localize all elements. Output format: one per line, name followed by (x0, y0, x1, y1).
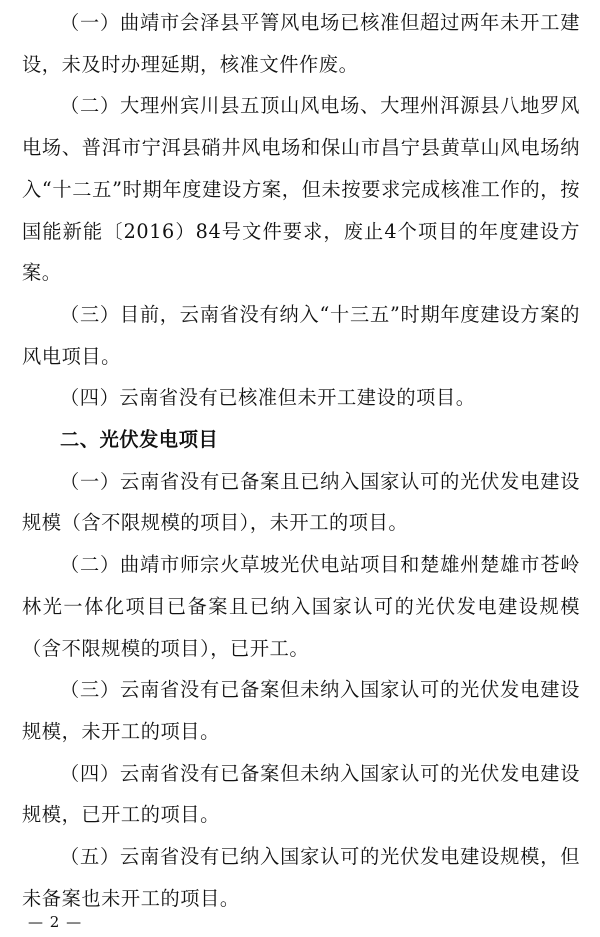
paragraph-solar-1: （一）云南省没有已备案且已纳入国家认可的光伏发电建设规模（含不限规模的项目），未开工的项目。 (22, 469, 580, 535)
paragraph-wind-4: （四）云南省没有已核准但未开工建设的项目。 (60, 386, 476, 410)
paragraph-solar-5: （五）云南省没有已纳入国家认可的光伏发电建设规模，但未备案也未开工的项目。 (22, 845, 580, 910)
paragraph-wind-3: （三）目前，云南省没有纳入“十三五”时期年度建设方案的风电项目。 (22, 302, 580, 368)
paragraph-solar-3: （三）云南省没有已备案但未纳入国家认可的光伏发电建设规模，未开工的项目。 (22, 678, 580, 743)
paragraph-solar-2: （二）曲靖市师宗火草坡光伏电站项目和楚雄州楚雄市苍岭林光一体化项目已备案且已纳入国家认可的光伏发电建设规模（含不限规模的项目），已开工。 (22, 553, 580, 660)
document-body (22, 2, 580, 919)
paragraph-solar-4: （四）云南省没有已备案但未纳入国家认可的光伏发电建设规模，已开工的项目。 (22, 761, 580, 827)
section-heading-solar: 二、光伏发电项目 (60, 428, 219, 452)
page-number: — 2 — (28, 913, 83, 931)
paragraph-wind-1: （一）曲靖市会泽县平箐风电场已核准但超过两年未开工建设，未及时办理延期，核准文件作废。 (22, 11, 580, 76)
paragraph-wind-2: （二）大理州宾川县五顶山风电场、大理州洱源县八地罗风电场、普洱市宁洱县硝井风电场和保山市昌宁县黄草山风电场纳入“十二五”时期年度建设方案，但未按要求完成核准工作的，按国能新能〔2016）84号文件要求，废止4个项目的年度建设方案。 (22, 94, 580, 285)
